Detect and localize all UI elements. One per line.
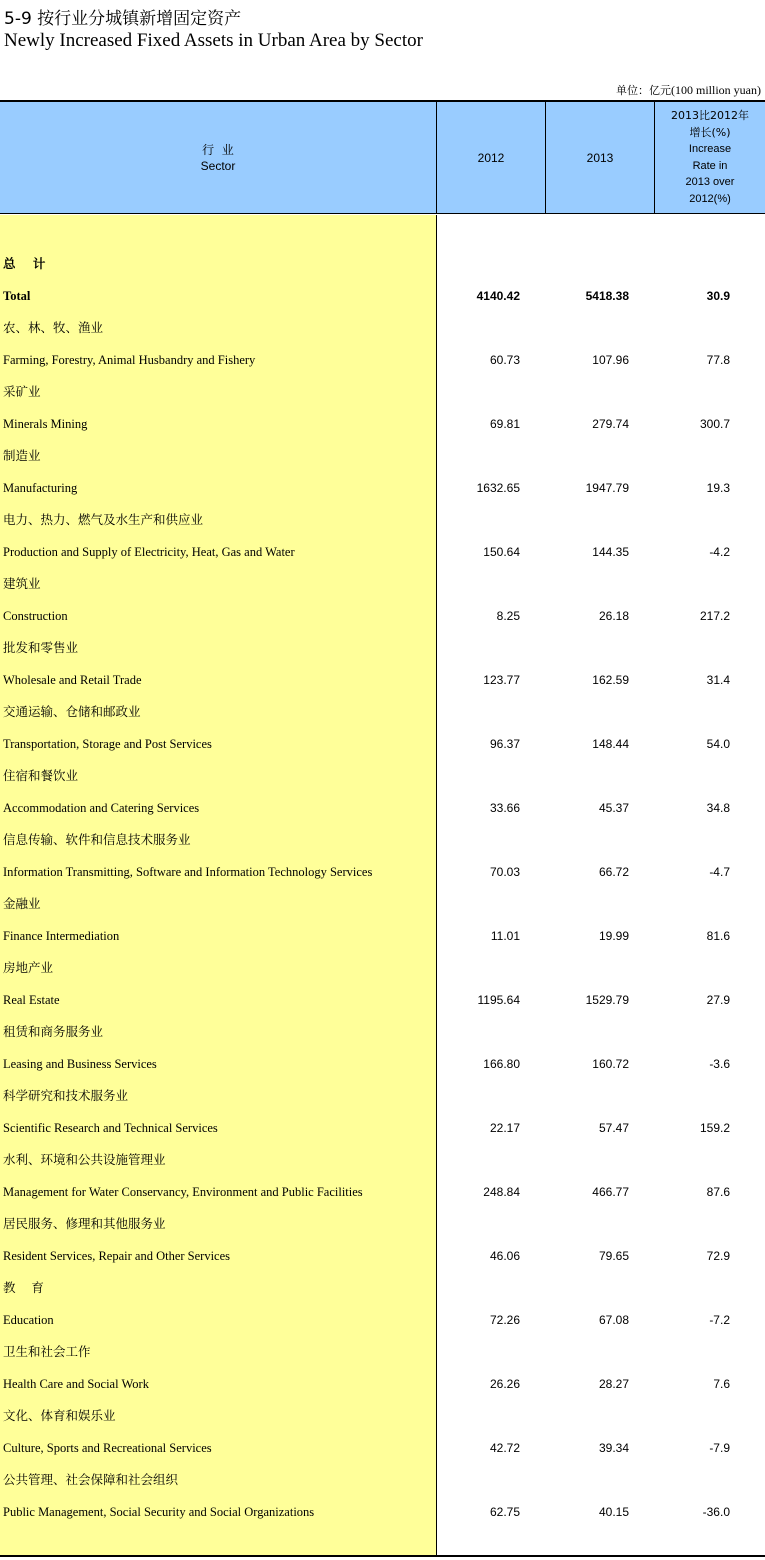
increase-rate: 300.7 — [699, 417, 730, 431]
value-2012: 26.26 — [489, 1377, 520, 1391]
value-2012: 62.75 — [489, 1505, 520, 1519]
unit-note — [616, 82, 761, 98]
header-rate-line: 增长(%) — [689, 125, 731, 139]
value-2013: 67.08 — [598, 1313, 629, 1327]
table-row — [0, 1240, 765, 1272]
table-row-cn — [0, 888, 765, 920]
value-2013: 148.44 — [592, 737, 629, 751]
header-sector — [0, 102, 437, 213]
value-2012: 1632.65 — [476, 481, 520, 495]
table-row-cn — [0, 1272, 765, 1304]
sector-name-cn: 住宿和餐饮业 — [3, 768, 79, 783]
sector-name-en: Culture, Sports and Recreational Services — [3, 1441, 212, 1455]
value-2013: 19.99 — [598, 929, 629, 943]
sector-name-en: Manufacturing — [3, 481, 78, 495]
value-2012: 150.64 — [483, 545, 520, 559]
value-2013: 79.65 — [598, 1249, 629, 1263]
sector-name-cn: 教 育 — [3, 1280, 44, 1295]
increase-rate: -4.7 — [709, 865, 730, 879]
value-2012: 8.25 — [496, 609, 520, 623]
increase-rate: -7.2 — [709, 1313, 730, 1327]
title-english: Newly Increased Fixed Assets in Urban Area by Sector — [4, 30, 423, 51]
increase-rate: -7.9 — [709, 1441, 730, 1455]
increase-rate: 81.6 — [706, 929, 730, 943]
table-row — [0, 1176, 765, 1208]
table-row-cn — [0, 760, 765, 792]
increase-rate: 30.9 — [706, 289, 730, 303]
value-2013: 28.27 — [598, 1377, 629, 1391]
sector-name-cn: 交通运输、仓储和邮政业 — [3, 704, 141, 719]
sector-name-cn: 采矿业 — [3, 384, 41, 399]
value-2012: 46.06 — [489, 1249, 520, 1263]
increase-rate: 87.6 — [706, 1185, 730, 1199]
value-2013: 45.37 — [598, 801, 629, 815]
table-row — [0, 1112, 765, 1144]
table-row — [0, 1496, 765, 1528]
increase-rate: 54.0 — [706, 737, 730, 751]
increase-rate: 34.8 — [706, 801, 730, 815]
value-2012: 248.84 — [483, 1185, 520, 1199]
header-sector-cn: 行 业 — [202, 142, 234, 157]
value-2013: 144.35 — [592, 545, 629, 559]
increase-rate: 19.3 — [706, 481, 730, 495]
sector-name-cn: 水利、环境和公共设施管理业 — [3, 1152, 166, 1167]
value-2013: 466.77 — [592, 1185, 629, 1199]
value-2012: 11.01 — [490, 929, 520, 943]
table-body — [0, 215, 765, 1557]
unit-note-cn: 单位：亿元 — [616, 84, 671, 97]
value-2012: 166.80 — [483, 1057, 520, 1071]
table-row — [0, 536, 765, 568]
increase-rate: 77.8 — [706, 353, 730, 367]
value-2013: 57.47 — [598, 1121, 629, 1135]
increase-rate: 7.6 — [713, 1377, 730, 1391]
value-2013: 1529.79 — [585, 993, 629, 1007]
value-2013: 66.72 — [598, 865, 629, 879]
value-2012: 22.17 — [489, 1121, 520, 1135]
table-row-cn — [0, 1400, 765, 1432]
table-row-cn — [0, 632, 765, 664]
sector-name-cn: 建筑业 — [3, 576, 41, 591]
sector-name-en: Transportation, Storage and Post Services — [3, 737, 212, 751]
value-2012: 33.66 — [489, 801, 520, 815]
table-row-cn — [0, 1336, 765, 1368]
sector-name-cn: 制造业 — [3, 448, 41, 463]
table-row — [0, 984, 765, 1016]
sector-name-en: Accommodation and Catering Services — [3, 801, 200, 815]
table-row — [0, 856, 765, 888]
sector-name-cn: 居民服务、修理和其他服务业 — [3, 1216, 166, 1231]
table-header — [0, 100, 765, 214]
table-row — [0, 344, 765, 376]
sector-name-en: Real Estate — [3, 993, 60, 1007]
table-row — [0, 600, 765, 632]
sector-name-en: Farming, Forestry, Animal Husbandry and Fishery — [3, 353, 256, 367]
sector-name-cn: 科学研究和技术服务业 — [3, 1088, 129, 1103]
table-row-cn — [0, 1464, 765, 1496]
sector-name-en: Public Management, Social Security and Social Organizations — [3, 1505, 315, 1519]
table-row — [0, 792, 765, 824]
value-2013: 160.72 — [592, 1057, 629, 1071]
header-rate-line: 2012(%) — [689, 192, 731, 205]
increase-rate: -4.2 — [709, 545, 730, 559]
value-2012: 42.72 — [489, 1441, 520, 1455]
table-row-cn — [0, 504, 765, 536]
sector-name-en: Construction — [3, 609, 68, 623]
sector-name-cn: 电力、热力、燃气及水生产和供应业 — [3, 512, 204, 527]
sector-name-en: Education — [3, 1313, 54, 1327]
table-row-cn — [0, 1080, 765, 1112]
table-row — [0, 408, 765, 440]
value-2013: 279.74 — [592, 417, 629, 431]
sector-name-cn: 批发和零售业 — [3, 640, 79, 655]
table-row-cn — [0, 1016, 765, 1048]
value-2012: 69.81 — [489, 417, 520, 431]
value-2012: 96.37 — [489, 737, 520, 751]
sector-name-cn: 信息传输、软件和信息技术服务业 — [3, 832, 191, 847]
header-rate-line: Rate in — [692, 159, 728, 172]
table-row-cn — [0, 248, 765, 280]
table-row — [0, 1368, 765, 1400]
table-row-cn — [0, 952, 765, 984]
increase-rate: 72.9 — [706, 1249, 730, 1263]
increase-rate: -36.0 — [702, 1505, 730, 1519]
value-2012: 1195.64 — [477, 993, 520, 1007]
sector-name-cn: 卫生和社会工作 — [3, 1344, 91, 1359]
value-2013: 40.15 — [598, 1505, 629, 1519]
table-row-cn — [0, 440, 765, 472]
header-increase-rate — [655, 102, 765, 213]
table-row-cn — [0, 1208, 765, 1240]
value-2013: 5418.38 — [585, 289, 629, 303]
increase-rate: 159.2 — [699, 1121, 730, 1135]
sector-name-cn: 公共管理、社会保障和社会组织 — [3, 1472, 179, 1487]
table-row — [0, 1048, 765, 1080]
header-rate-line: 2013比2012年 — [671, 109, 749, 122]
sector-name-cn: 文化、体育和娱乐业 — [3, 1408, 116, 1423]
table-row-cn — [0, 568, 765, 600]
sector-name-en: Total — [3, 289, 31, 303]
sector-name-cn: 总 计 — [3, 256, 46, 271]
sector-name-cn: 金融业 — [3, 896, 41, 911]
increase-rate: 31.4 — [706, 673, 730, 687]
sector-name-en: Scientific Research and Technical Services — [3, 1121, 218, 1135]
table-row-cn — [0, 824, 765, 856]
value-2013: 107.96 — [592, 353, 629, 367]
value-2012: 60.73 — [489, 353, 520, 367]
increase-rate: -3.6 — [709, 1057, 730, 1071]
table-row — [0, 920, 765, 952]
sector-name-en: Health Care and Social Work — [3, 1377, 149, 1391]
table-row-cn — [0, 312, 765, 344]
sector-name-en: Production and Supply of Electricity, Heat, Gas and Water — [3, 545, 295, 559]
sector-name-en: Leasing and Business Services — [3, 1057, 157, 1071]
sector-name-cn: 租赁和商务服务业 — [3, 1024, 104, 1039]
table-row — [0, 728, 765, 760]
value-2013: 1947.79 — [585, 481, 629, 495]
value-2012: 72.26 — [489, 1313, 520, 1327]
sector-name-en: Management for Water Conservancy, Environment and Public Facilities — [3, 1185, 363, 1199]
sector-name-en: Information Transmitting, Software and Information Technology Services — [3, 865, 373, 879]
table-row-cn — [0, 696, 765, 728]
sector-name-en: Finance Intermediation — [3, 929, 120, 943]
header-2013: 2013 — [546, 102, 655, 213]
table-row — [0, 472, 765, 504]
sector-name-en: Resident Services, Repair and Other Services — [3, 1249, 231, 1263]
table-row — [0, 664, 765, 696]
value-2013: 26.18 — [598, 609, 629, 623]
sector-name-en: Wholesale and Retail Trade — [3, 673, 142, 687]
increase-rate: 217.2 — [699, 609, 730, 623]
sector-name-cn: 农、林、牧、渔业 — [3, 320, 104, 335]
unit-note-en: (100 million yuan) — [671, 83, 761, 97]
table-row — [0, 1432, 765, 1464]
increase-rate: 27.9 — [706, 993, 730, 1007]
value-2012: 70.03 — [489, 865, 520, 879]
value-2013: 162.59 — [592, 673, 629, 687]
title-chinese: 5-9 按行业分城镇新增固定资产 — [4, 9, 242, 29]
sector-name-en: Minerals Mining — [3, 417, 88, 431]
table-row — [0, 280, 765, 312]
sector-name-cn: 房地产业 — [3, 960, 54, 975]
table-row-cn — [0, 1144, 765, 1176]
table-row-cn — [0, 376, 765, 408]
value-2013: 39.34 — [598, 1441, 629, 1455]
header-sector-en: Sector — [200, 158, 236, 173]
value-2012: 4140.42 — [476, 289, 520, 303]
header-rate-line: Increase — [688, 143, 732, 155]
header-2012: 2012 — [437, 102, 546, 213]
table-row — [0, 1304, 765, 1336]
value-2012: 123.77 — [483, 673, 520, 687]
header-rate-line: 2013 over — [685, 176, 735, 188]
